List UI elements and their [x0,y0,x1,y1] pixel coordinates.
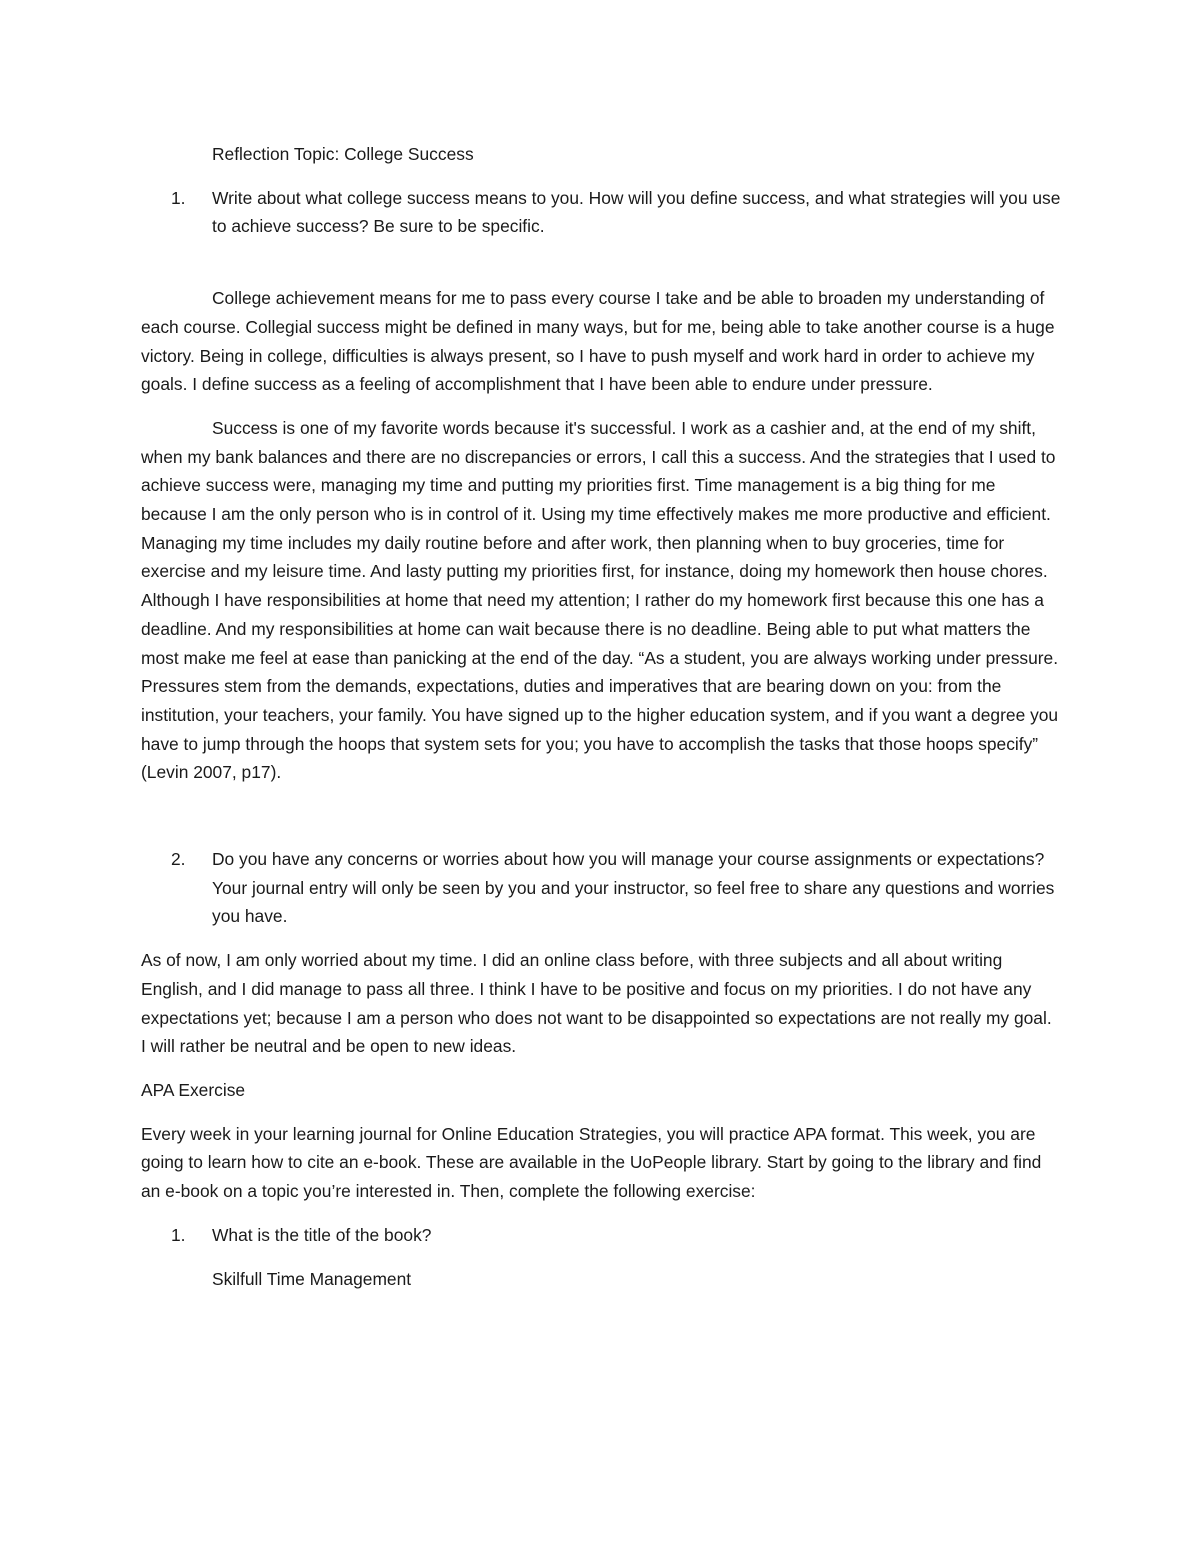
apa-question-1-number: 1. [171,1224,186,1245]
reflection-title: Reflection Topic: College Success [212,144,474,164]
document-body [141,140,1061,1293]
question-2 [141,845,1061,931]
question-1 [141,184,1061,241]
apa-exercise-intro: Every week in your learning journal for Online Education Strategies, you will practice APA format. This week, you are going to learn how to cite an e-book. These are available in the UoPeople library. Start by going to the library and find an e-book on a topic you’re interested in. Then, complete the following exercise: [141,1123,1042,1202]
apa-exercise-heading: APA Exercise [141,1079,246,1100]
apa-question-1 [141,1221,1061,1250]
answer-2-paragraph: As of now, I am only worried about my time. I did an online class before, with three subjects and all about writing English, and I did manage to pass all three. I think I have to be positive and focus on my priorities. I do not have any expectations yet; because I am a person who does not want to be disappointed so expectations are not really my goal. I will rather be neutral and be open to new ideas. [141,950,1052,1057]
answer-1-paragraph-1: College achievement means for me to pass every course I take and be able to broaden my understanding of each course. Collegial success might be defined in many ways, but for me, being able to take another course is a huge victory. Being in college, difficulties is always present, so I have to push myself and work hard in order to achieve my goals. I define success as a feeling of accomplishment that I have been able to endure under pressure. [141,288,1055,395]
apa-question-1-text: What is the title of the book? [212,1224,432,1245]
question-2-number: 2. [171,849,186,870]
question-1-text: Write about what college success means to you. How will you define success, and what strategies will you use to achieve success? Be sure to be specific. [212,187,1061,237]
answer-1-paragraph-2: Success is one of my favorite words because it's successful. I work as a cashier and, at the end of my shift, when my bank balances and there are no discrepancies or errors, I call this a success. And the strategies that I used to achieve success were, managing my time and putting my priorities first. Time management is a big thing for me because I am the only person who is in control of it. Using my time effectively makes me more productive and efficient. Managing my time includes my daily routine before and after work, then planning when to buy groceries, time for exercise and my leisure time. And lasty putting my priorities first, for instance, doing my homework then house chores. Although I have responsibilities at home that need my attention; I rather do my homework first because this one has a deadline. And my responsibilities at home can wait because there is no deadline. Being able to put what matters the most make me feel at ease than panicking at the end of the day. “As a student, you are always working under pressure. Pressures stem from the demands, expectations, duties and imperatives that are bearing down on you: from the institution, your teachers, your family. You have signed up to the higher education system, and if you want a degree you have to jump through the hoops that system sets for you; you have to accomplish the tasks that those hoops specify” (Levin 2007, p17). [141,417,1059,783]
question-1-number: 1. [171,187,186,208]
question-2-text: Do you have any concerns or worries about how you will manage your course assignments or expectations? Your journal entry will only be seen by you and your instructor, so feel free to share any questions and worries you have. [212,849,1055,927]
apa-answer-1: Skilfull Time Management [212,1268,412,1289]
